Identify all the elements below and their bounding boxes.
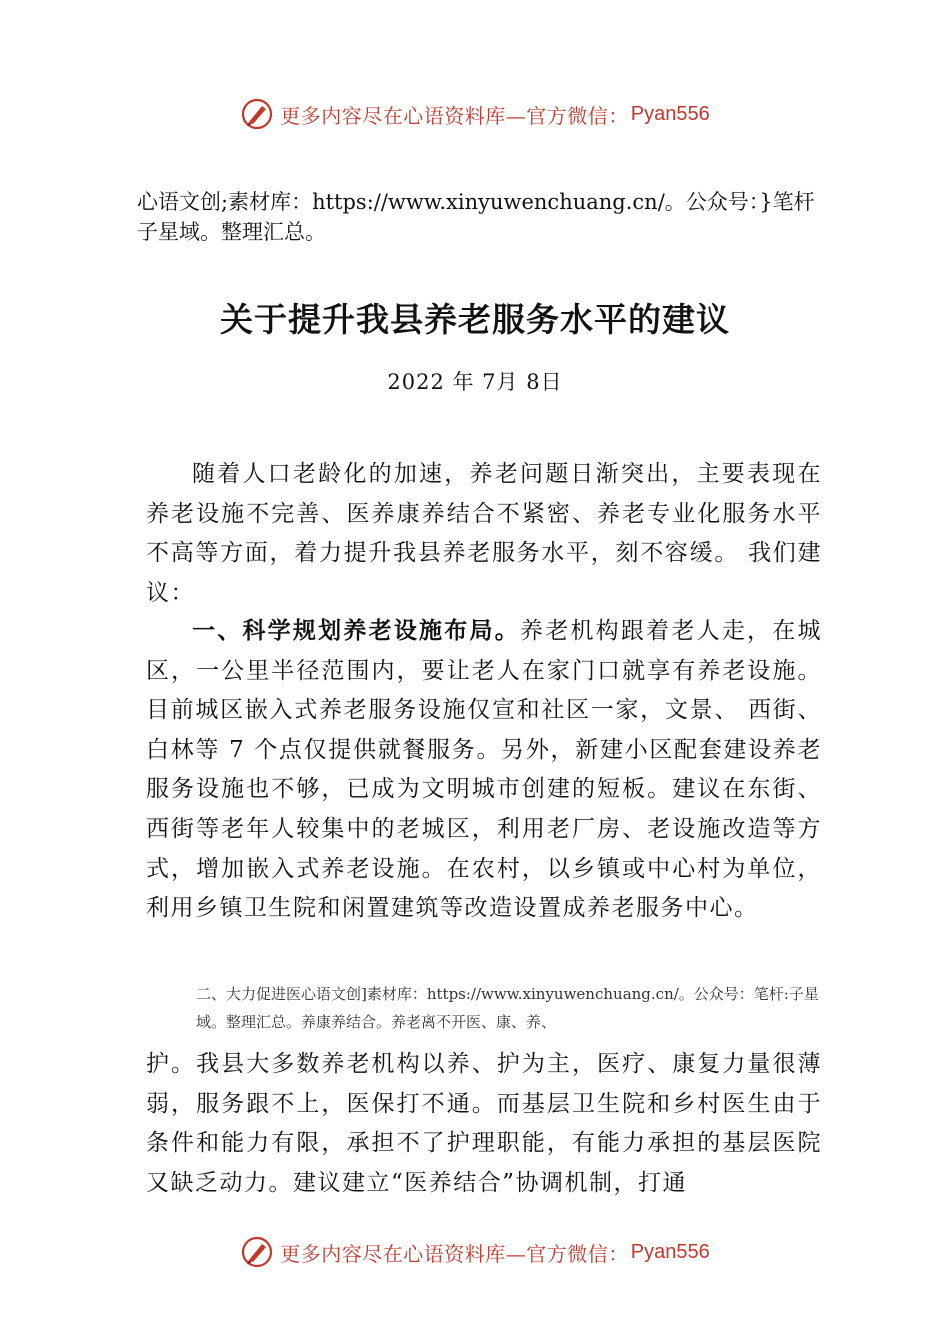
section-one-body: 养老机构跟着老人走，在城区，一公里半径范围内，要让老人在家门口就享有养老设施。目前城区嵌入式养老服务设施仅宣和社区一家，文景、 西街、白林等 7 个点仅提供就餐服务。另外，新建小区配套建设养老服务设施也不够，已成为文明城市创建的短板。建议在东街、西街等老年人较集中的老城区，利用老厂房、老设施改造等方式，增加嵌入式养老设施。在农村，以乡镇或中心村为单位，利用乡镇卫生院和闲置建筑等改造设置成养老服务中心。 <box>146 618 823 922</box>
banner-wechat-id: Pyan556 <box>630 102 710 125</box>
banner-text: 更多内容尽在心语资料库—官方微信： <box>280 103 629 128</box>
source-line: 心语文创;素材库：https://www.xinyuwenchuang.cn/。公众号：}笔杆子星域。整理汇总。 <box>137 190 815 244</box>
section-one-heading: 一、科学规划养老设施布局。 <box>192 618 520 644</box>
banner-wechat-id: Pyan556 <box>630 1240 710 1263</box>
paragraph-section-one <box>146 612 822 929</box>
inserted-source-note: 二、大力促进医心语文创]素材库：https://www.xinyuwenchuang.cn/。公众号：笔杆:子星域。整理汇总。养康养结合。养老离不开医、康、养、 <box>196 985 819 1031</box>
banner-text: 更多内容尽在心语资料库—官方微信： <box>280 1241 629 1266</box>
header-banner <box>0 94 950 134</box>
document-title: 关于提升我县养老服务水平的建议 <box>220 300 730 339</box>
document-date: 2022 年 7月 8日 <box>387 370 563 394</box>
paragraph-intro: 随着人口老龄化的加速，养老问题日渐突出，主要表现在养老设施不完善、医养康养结合不紧密、养老专业化服务水平不高等方面，着力提升我县养老服务水平，刻不容缓。 我们建议： <box>146 461 822 606</box>
footer-banner <box>0 1232 950 1272</box>
paragraph-section-two-body: 护。我县大多数养老机构以养、护为主，医疗、康复力量很薄弱，服务跟不上，医保打不通。而基层卫生院和乡村医生由于条件和能力有限，承担不了护理职能，有能力承担的基层医院又缺乏动力。建议建立“医养结合”协调机制，打通 <box>146 1051 822 1196</box>
pen-logo-icon <box>240 1235 274 1269</box>
pen-logo-icon <box>240 97 274 131</box>
